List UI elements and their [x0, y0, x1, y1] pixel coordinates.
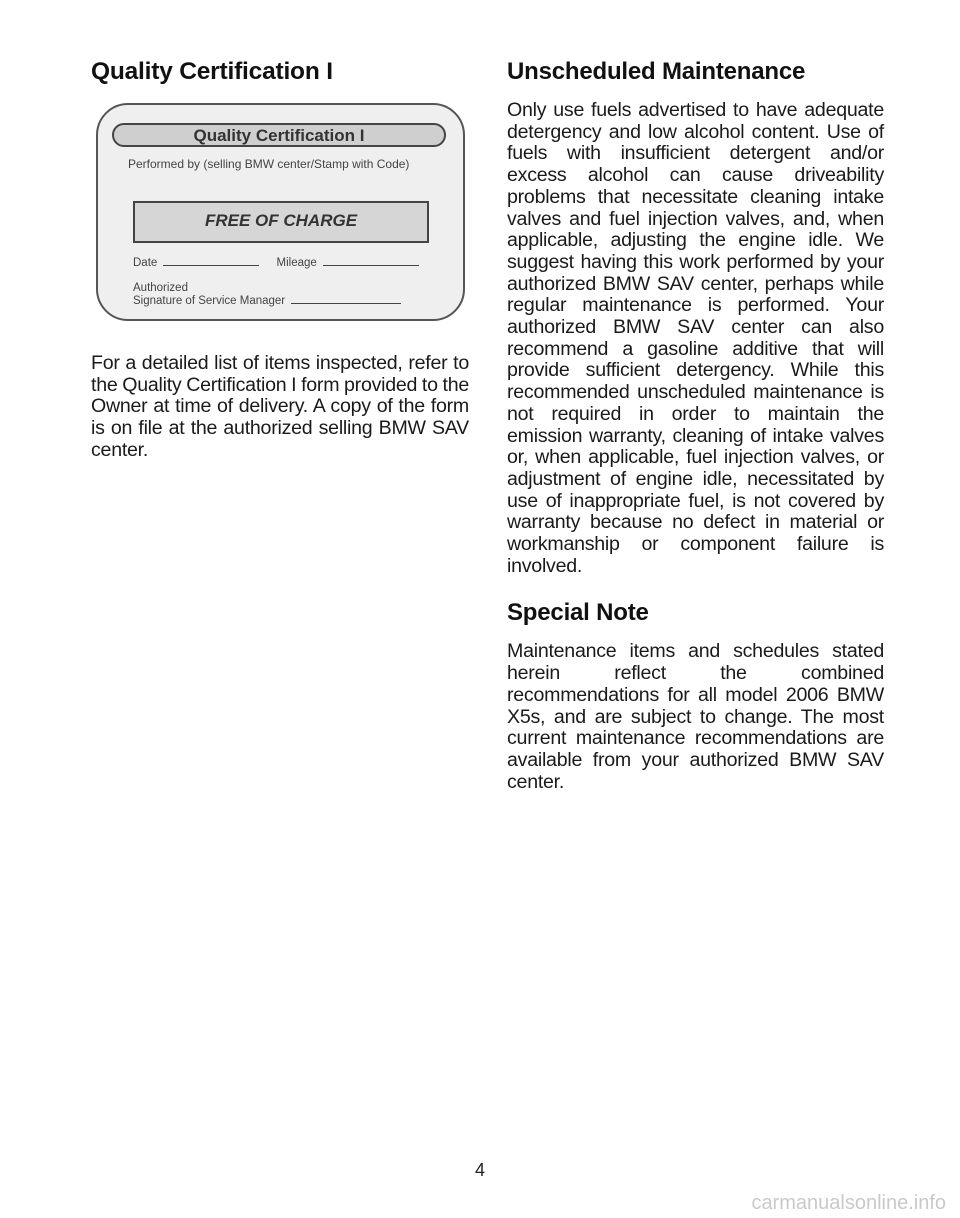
unscheduled-maintenance-paragraph: Only use fuels advertised to have adequate detergency and low alcohol content. Use of fuels with insufficient detergent and/or excess alcohol can cause driveability problems that necessitate cleaning intake valves and fuel injection valves, and, when applicable, adjusting the engine idle. We suggest having this work performed by your authorized BMW SAV center, perhaps while regular maintenance is performed. Your authorized BMW SAV center can also recommend a gasoline additive that will provide sufficient detergency. While this recommended unscheduled maintenance is not required in order to maintain the emission warranty, cleaning of intake valves or, when applicable, fuel injection valves, or adjustment of engine idle, necessitated by use of inappropriate fuel, is not covered by warranty because no defect in material or workmanship or component failure is involved.: [507, 99, 884, 577]
quality-certification-card: [96, 103, 465, 321]
signature-row: [133, 282, 401, 307]
date-line: [163, 264, 259, 266]
watermark: carmanualsonline.info: [751, 1192, 946, 1214]
certificate-title: Quality Certification I: [112, 123, 446, 147]
authorized-label: Authorized: [133, 282, 188, 294]
date-mileage-row: [133, 257, 419, 269]
signature-label: Signature of Service Manager: [133, 294, 286, 307]
right-column: [507, 58, 884, 793]
date-label: Date: [133, 257, 158, 269]
special-note-heading: Special Note: [507, 599, 649, 627]
mileage-line: [323, 264, 419, 266]
page-number: 4: [474, 1160, 485, 1180]
left-title: Quality Certification I: [91, 58, 333, 85]
special-note-paragraph: Maintenance items and schedules stated herein reflect the combined recommendations for all model 2006 BMW X5s, and are subject to change. The most current maintenance recommendations are available from your authorized BMW SAV center.: [507, 640, 884, 793]
signature-line: [291, 302, 401, 304]
free-of-charge-box: FREE OF CHARGE: [133, 201, 429, 243]
mileage-label: Mileage: [276, 257, 317, 269]
performed-by-label: Performed by (selling BMW center/Stamp with Code): [128, 157, 410, 171]
unscheduled-maintenance-heading: Unscheduled Maintenance: [507, 58, 806, 85]
left-paragraph: For a detailed list of items inspected, refer to the Quality Certification I form provided to the Owner at time of delivery. A copy of the form is on file at the authorized selling BMW SAV center.: [91, 352, 469, 461]
